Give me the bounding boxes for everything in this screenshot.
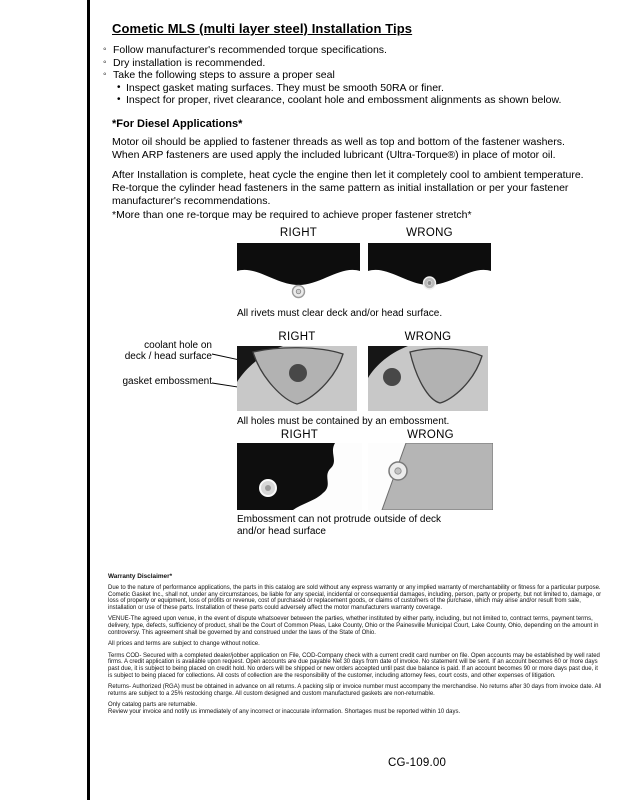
- hole-embossment-wrong-figure: [368, 346, 488, 411]
- tip-item: ◦ Dry installation is recommended.: [104, 57, 594, 70]
- diesel-applications-heading: *For Diesel Applications*: [112, 118, 243, 130]
- warranty-paragraph: Due to the nature of performance applications, the parts in this catalog are sold without any express warranty or any implied warranty of merchantability or fitness for a particular purpose. Cometic Gasket Inc., shall not, under any circumstances, be liable for any special, incidental or consequential damages, including, person, party or property, but not limited to, damage, or loss of property or equipment, loss of profits or revenue, cost of purchased or replacement goods, or claims of customers of the purchase, which may arise and/or result from sale, installation or use of these parts. Installation of these parts could adversely affect the motor manufacturers warranty coverage.: [108, 584, 602, 612]
- hole-embossment-right-figure: [237, 346, 357, 411]
- row1-caption: All rivets must clear deck and/or head surface.: [237, 308, 443, 319]
- warranty-paragraph: Terms COD- Secured with a completed dealer/jobber application on File, COD-Company check with a current credit card number on file. Open accounts may be established by well rated firms. A credit application is available upon request. Open accounts are due payable Net 30 days from date of invoice. No statement will be sent. If an account becomes 60 or more days past due, it is subject to being placed on credit hold. No orders will be shipped or new orders accepted until past due balance is paid. If an account becomes 90 or more days past due, it is subject to being placed for collections. All costs of collection are the responsibility of the customer, including attorney fees, court costs, and other expenses of litigation.: [108, 652, 600, 680]
- wrong-label-row1: WRONG: [406, 227, 453, 239]
- document-number: CG-109.00: [388, 757, 447, 769]
- tip-item: ◦ Take the following steps to assure a proper seal: [104, 69, 594, 82]
- diesel-paragraph-oil: Motor oil should be applied to fastener threads as well as top and bottom of the fastener washers. When ARP fasteners are used apply the included lubricant (Ultra-Torque®) in place of motor oil.: [112, 136, 565, 161]
- sub-tip-item: • Inspect for proper, rivet clearance, coolant hole and embossment alignments as shown below.: [104, 94, 594, 107]
- wrong-label-row3: WRONG: [407, 429, 454, 441]
- coolant-hole-callout-label: coolant hole on deck / head surface: [124, 340, 212, 362]
- page-title: Cometic MLS (multi layer steel) Installation Tips: [112, 21, 413, 36]
- warranty-paragraph: VENUE-The agreed upon venue, in the event of dispute whatsoever between the parties, whether instituted by either party, including, but not limited to, contract terms, payment terms, delivery, type, defects, sufficiency of product, shall be the Court of Common Pleas, Lake County, Ohio or the Painesville Municipal Court, Lake County, Ohio, depending on the amount in controversy. This agreement shall be governed by and construed under the laws of the State of Ohio.: [108, 616, 599, 637]
- installation-tips-list: [104, 44, 594, 107]
- hole-embossment-right-image: [237, 346, 357, 411]
- right-label-row2: RIGHT: [278, 331, 316, 343]
- row2-caption: All holes must be contained by an embossment.: [237, 416, 450, 427]
- rivet-clearance-wrong-image: [368, 243, 491, 300]
- rivet-clearance-right-figure: [237, 243, 360, 300]
- right-label-row3: RIGHT: [280, 429, 319, 441]
- warranty-disclaimer-section: [108, 574, 602, 716]
- hole-embossment-wrong-image: [368, 346, 488, 411]
- embossment-protrusion-right-figure: [237, 443, 362, 510]
- sub-tip-item: • Inspect gasket mating surfaces. They must be smooth 50RA or finer.: [104, 82, 594, 95]
- gasket-embossment-callout-label: gasket embossment: [122, 376, 212, 387]
- tip-item: ◦ Follow manufacturer's recommended torque specifications.: [104, 44, 594, 57]
- page-left-border: [87, 0, 90, 800]
- rivet-clearance-right-image: [237, 243, 360, 300]
- embossment-protrusion-wrong-figure: [368, 443, 493, 510]
- right-label-row1: RIGHT: [279, 227, 318, 239]
- warranty-paragraph: All prices and terms are subject to change without notice.: [108, 641, 260, 648]
- warranty-paragraph: Only catalog parts are returnable.: [108, 702, 198, 709]
- rivet-clearance-wrong-figure: [368, 243, 491, 300]
- warranty-heading: Warranty Disclaimer*: [108, 573, 173, 580]
- diesel-paragraph-retorque: After Installation is complete, heat cycle the engine then let it completely cool to ambient temperature. Re-torque the cylinder head fasteners in the same pattern as initial installation or per your fastener manufacturer's recommendations.: [112, 169, 584, 207]
- warranty-paragraph: Review your invoice and notify us immediately of any incorrect or inaccurate information. Shortages must be reported within 10 days.: [108, 709, 461, 716]
- embossment-protrusion-right-image: [237, 443, 362, 510]
- retorque-note: *More than one re-torque may be required to achieve proper fastener stretch*: [112, 209, 472, 221]
- warranty-paragraph: Returns- Authorized (RGA) must be obtained in advance on all returns. A packing slip or invoice number must accompany the merchandise. No returns after 30 days from invoice date. All returns are subject to a 25% restocking charge. All custom designed and custom manufactured gaskets are non-returnable.: [108, 684, 602, 698]
- row3-caption: Embossment can not protrude outside of deck and/or head surface: [237, 514, 442, 537]
- wrong-label-row2: WRONG: [404, 331, 452, 343]
- embossment-protrusion-wrong-image: [368, 443, 493, 510]
